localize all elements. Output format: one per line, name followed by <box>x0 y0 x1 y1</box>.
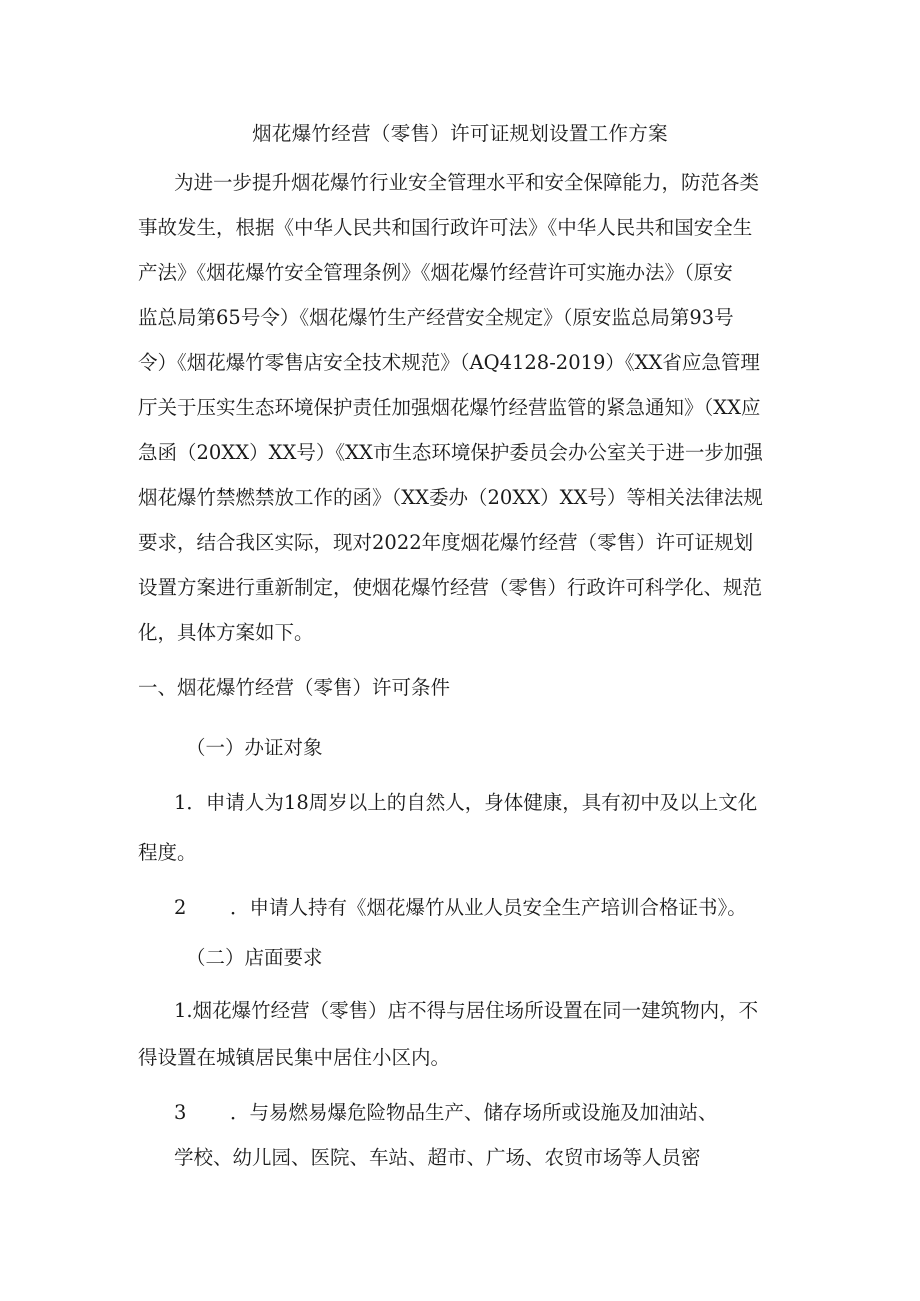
intro-line-2: 事故发生，根据《中华人民共和国行政许可法》《中华人民共和国安全生 <box>138 216 753 239</box>
intro-line-9: 要求，结合我区实际，现对2022年度烟花爆竹经营（零售）许可证规划 <box>138 531 754 554</box>
intro-line-6: 厅关于压实生态环境保护责任加强烟花爆竹经营监管的紧急通知》（XX应 <box>138 396 761 419</box>
intro-line-10: 设置方案进行重新制定，使烟花爆竹经营（零售）行政许可科学化、规范 <box>138 576 763 599</box>
subsection1-heading: （一）办证对象 <box>186 736 323 759</box>
item1-line-1: 1．申请人为18周岁以上的自然人，身体健康，具有初中及以上文化 <box>174 791 758 814</box>
item1-line-2: 程度。 <box>138 841 197 864</box>
subsection2-heading: （二）店面要求 <box>186 946 323 969</box>
intro-line-3: 产法》《烟花爆竹安全管理条例》《烟花爆竹经营许可实施办法》（原安 <box>138 261 733 284</box>
item4-line-2: 学校、幼儿园、医院、车站、超市、广场、农贸市场等人员密 <box>174 1146 701 1169</box>
item2 <box>174 895 747 921</box>
intro-line-7: 急函（20XX）XX号）《XX市生态环境保护委员会办公室关于进一步加强 <box>138 441 763 464</box>
item2-text: ．申请人持有《烟花爆竹从业人员安全生产培训合格证书》。 <box>230 896 747 919</box>
item3-line-1: 1.烟花爆竹经营（零售）店不得与居住场所设置在同一建筑物内，不 <box>174 999 759 1022</box>
document-title: 烟花爆竹经营（零售）许可证规划设置工作方案 <box>252 122 668 145</box>
item4-line-1 <box>174 1100 718 1126</box>
intro-line-11: 化，具体方案如下。 <box>138 621 314 644</box>
item4-number: 3 <box>174 1101 187 1124</box>
intro-line-4: 监总局第65号令）《烟花爆竹生产经营安全规定》（原安监总局第93号 <box>138 306 734 329</box>
item3-line-2: 得设置在城镇居民集中居住小区内。 <box>138 1046 451 1069</box>
intro-line-1: 为进一步提升烟花爆竹行业安全管理水平和安全保障能力，防范各类 <box>174 171 760 194</box>
section1-heading: 一、烟花爆竹经营（零售）许可条件 <box>138 676 451 699</box>
item2-number: 2 <box>174 896 187 919</box>
intro-line-8: 烟花爆竹禁燃禁放工作的函》（XX委办（20XX）XX号）等相关法律法规 <box>138 486 763 509</box>
item4-text-1: ．与易燃易爆危险物品生产、储存场所或设施及加油站、 <box>230 1101 718 1124</box>
intro-line-5: 令）《烟花爆竹零售店安全技术规范》（AQ4128-2019）《XX省应急管理 <box>138 351 760 374</box>
